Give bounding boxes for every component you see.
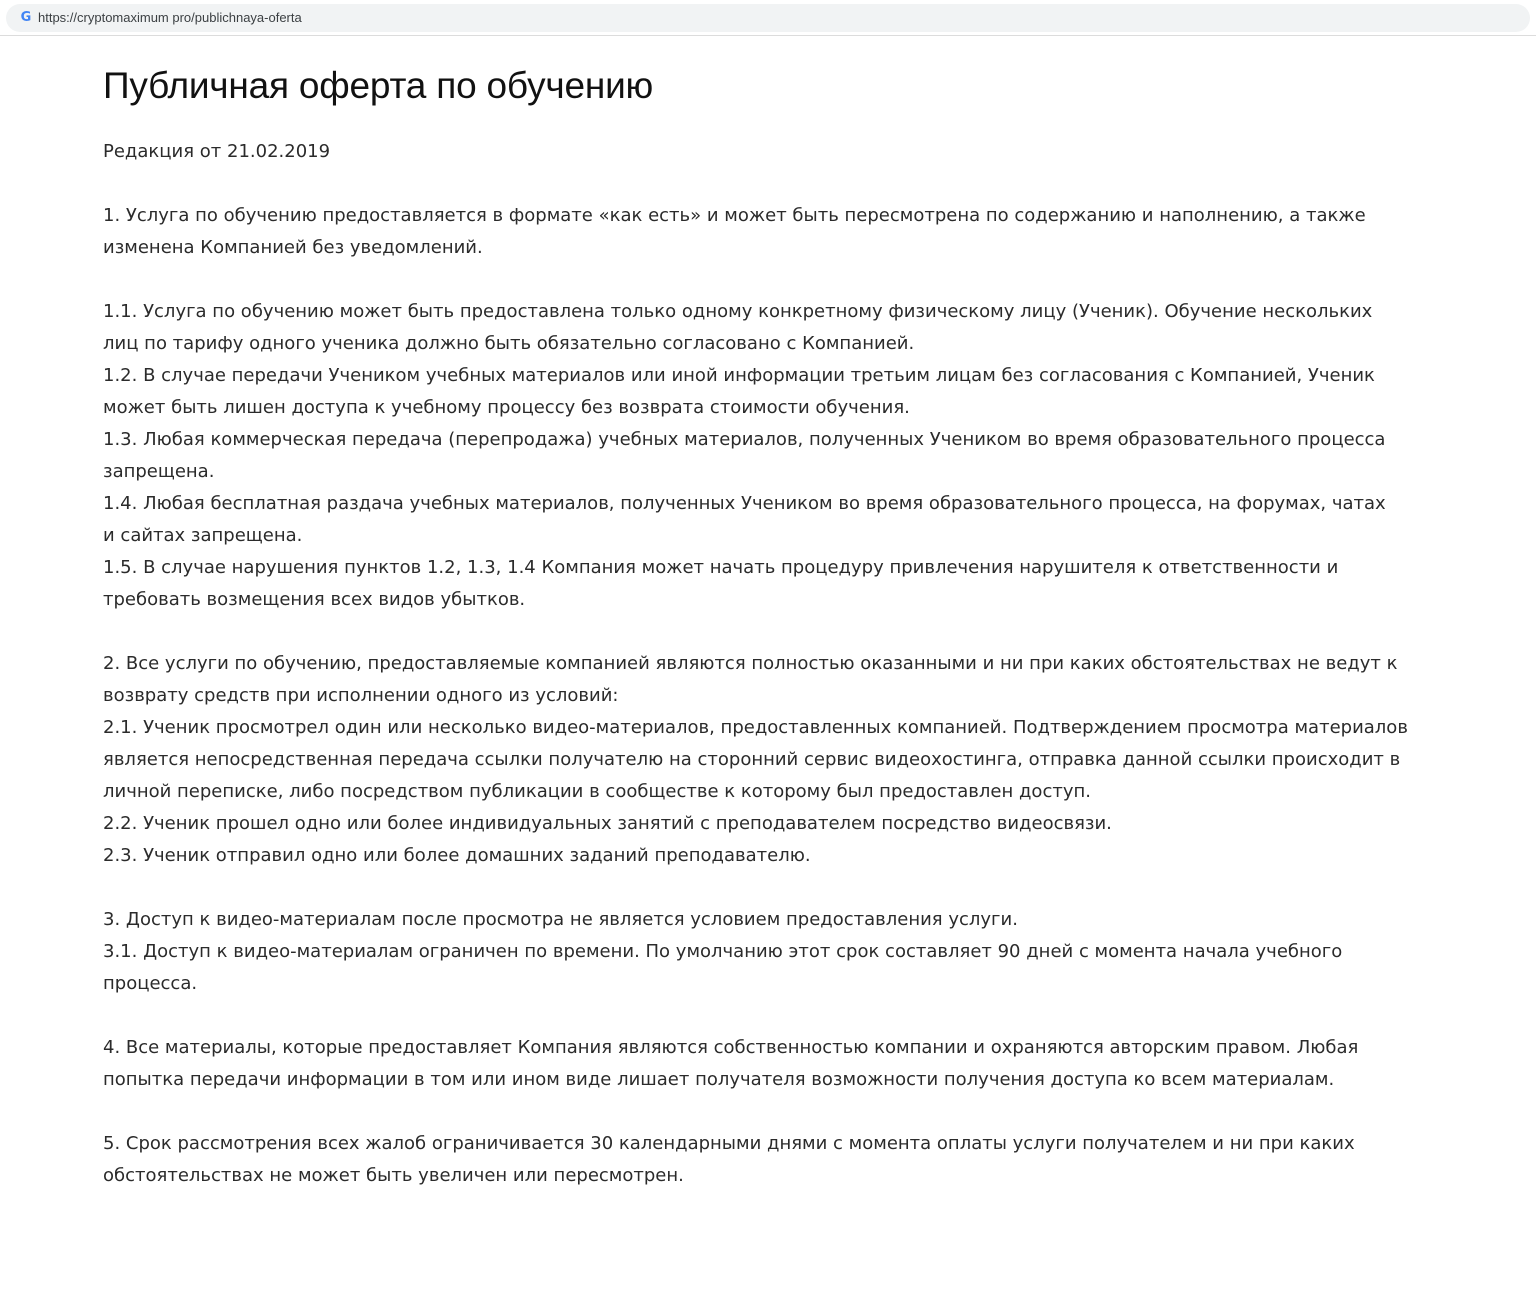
paragraph-line: 1.2. В случае передачи Учеником учебных материалов или иной информации третьим лицам без согласования с Компанией, Ученик bbox=[103, 365, 1375, 386]
paragraph-line: обстоятельствах не может быть увеличен или пересмотрен. bbox=[103, 1165, 684, 1186]
paragraph-line: 1.4. Любая бесплатная раздача учебных материалов, полученных Учеником во время образовательного процесса, на форумах, чатах bbox=[103, 493, 1386, 514]
paragraph-line: может быть лишен доступа к учебному процессу без возврата стоимости обучения. bbox=[103, 397, 910, 418]
paragraph-line: попытка передачи информации в том или ином виде лишает получателя возможности получения доступа ко всем материалам. bbox=[103, 1069, 1335, 1090]
page-title: Публичная оферта по обучению bbox=[103, 65, 654, 106]
offer-paragraph bbox=[103, 200, 1443, 264]
paragraph-line: процесса. bbox=[103, 973, 198, 994]
paragraph-line: 3.1. Доступ к видео-материалам ограничен по времени. По умолчанию этот срок составляет 90 дней с момента начала учебного bbox=[103, 941, 1343, 962]
url-text[interactable]: https://cryptomaximum pro/publichnaya-oferta bbox=[38, 10, 302, 25]
offer-paragraph bbox=[103, 296, 1443, 616]
offer-paragraph bbox=[103, 1032, 1443, 1096]
edition-date: Редакция от 21.02.2019 bbox=[103, 141, 331, 162]
paragraph-line: является непосредственная передача ссылки получателю на сторонний сервис видеохостинга, отправка данной ссылки происходит в bbox=[103, 749, 1401, 770]
paragraph-line: личной переписке, либо посредством публикации в сообществе к которому был предоставлен доступ. bbox=[103, 781, 1091, 802]
paragraph-line: 2.1. Ученик просмотрел один или несколько видео-материалов, предоставленных компанией. Подтверждением просмотра материалов bbox=[103, 717, 1408, 738]
paragraph-line: 2. Все услуги по обучению, предоставляемые компанией являются полностью оказанными и ни при каких обстоятельствах не ведут к bbox=[103, 653, 1398, 674]
offer-paragraph bbox=[103, 648, 1443, 872]
paragraph-line: 2.3. Ученик отправил одно или более домашних заданий преподавателю. bbox=[103, 845, 811, 866]
paragraph-line: 1.1. Услуга по обучению может быть предоставлена только одному конкретному физическому лицу (Ученик). Обучение нескольких bbox=[103, 301, 1373, 322]
paragraph-line: 2.2. Ученик прошел одно или более индивидуальных занятий с преподавателем посредство видеосвязи. bbox=[103, 813, 1112, 834]
paragraph-line: 5. Срок рассмотрения всех жалоб ограничивается 30 календарными днями с момента оплаты услуги получателем и ни при каких bbox=[103, 1133, 1355, 1154]
offer-paragraph bbox=[103, 1128, 1443, 1192]
paragraph-line: 3. Доступ к видео-материалам после просмотра не является условием предоставления услуги. bbox=[103, 909, 1018, 930]
paragraph-line: изменена Компанией без уведомлений. bbox=[103, 237, 483, 258]
paragraph-line: запрещена. bbox=[103, 461, 215, 482]
document-content bbox=[103, 60, 1443, 1224]
paragraph-line: 1.5. В случае нарушения пунктов 1.2, 1.3, 1.4 Компания может начать процедуру привлечения нарушителя к ответственности и bbox=[103, 557, 1339, 578]
offer-sections bbox=[103, 200, 1443, 1192]
paragraph-line: 1.3. Любая коммерческая передача (перепродажа) учебных материалов, полученных Учеником во время образовательного процесса bbox=[103, 429, 1386, 450]
paragraph-line: 1. Услуга по обучению предоставляется в формате «как есть» и может быть пересмотрена по содержанию и наполнению, а также bbox=[103, 205, 1366, 226]
google-icon: G bbox=[20, 10, 32, 25]
paragraph-line: возврату средств при исполнении одного из условий: bbox=[103, 685, 619, 706]
offer-paragraph bbox=[103, 904, 1443, 1000]
browser-address-bar bbox=[0, 0, 1536, 36]
paragraph-line: требовать возмещения всех видов убытков. bbox=[103, 589, 526, 610]
paragraph-line: 4. Все материалы, которые предоставляет Компания являются собственностью компании и охраняются авторским правом. Любая bbox=[103, 1037, 1359, 1058]
url-field[interactable] bbox=[6, 4, 1530, 32]
paragraph-line: и сайтах запрещена. bbox=[103, 525, 303, 546]
paragraph-line: лиц по тарифу одного ученика должно быть обязательно согласовано с Компанией. bbox=[103, 333, 915, 354]
